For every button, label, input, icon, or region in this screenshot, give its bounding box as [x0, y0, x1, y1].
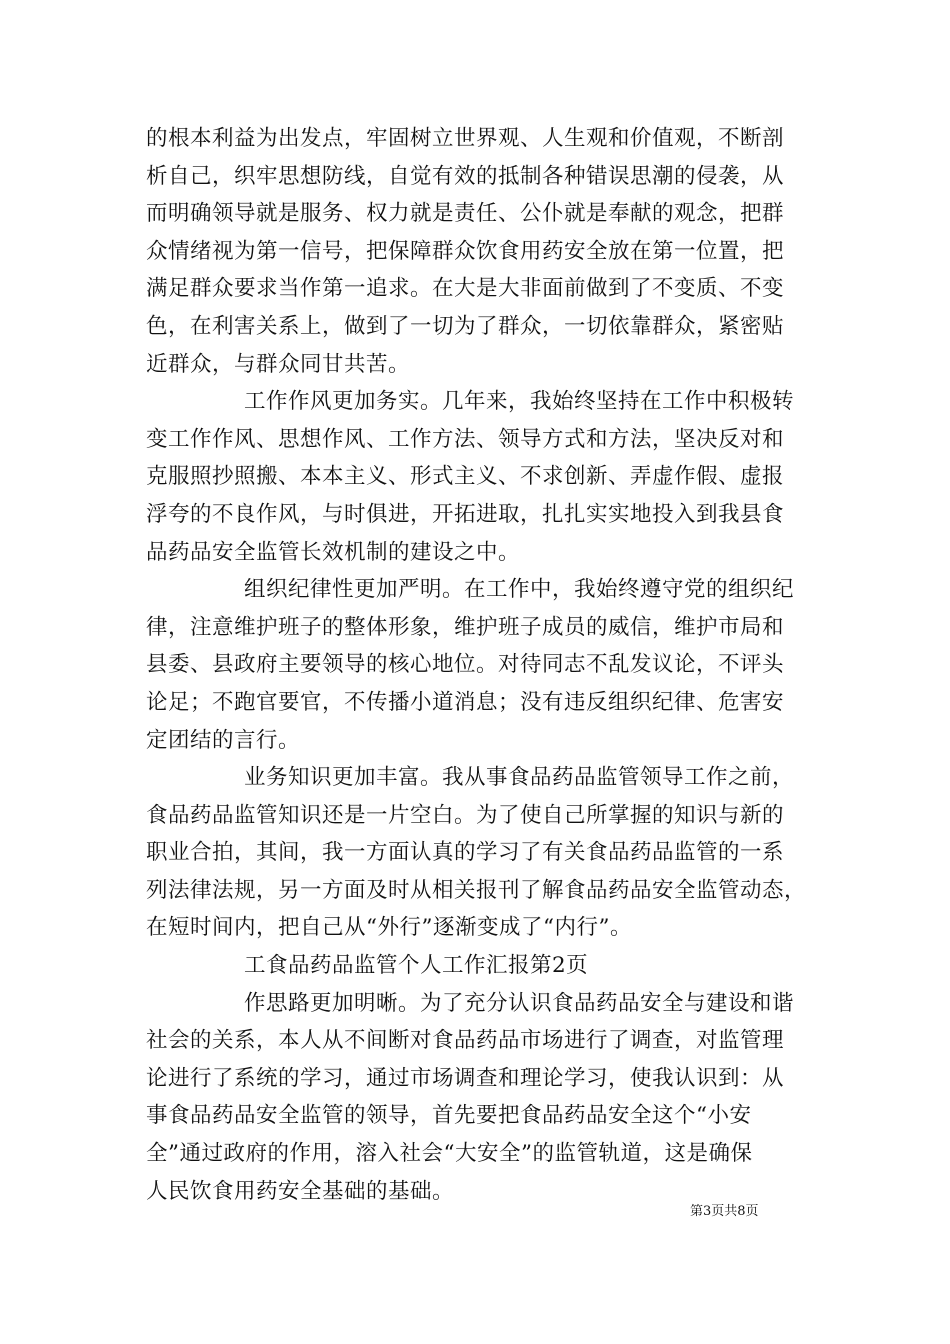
text-line: 论进行了系统的学习，通过市场调查和理论学习，使我认识到：从 — [146, 1065, 785, 1091]
text-line: 而明确领导就是服务、权力就是责任、公仆就是奉献的观念，把群 — [146, 201, 785, 227]
text-line: 的根本利益为出发点，牢固树立世界观、人生观和价值观，不断剖 — [146, 126, 785, 151]
text-line: 满足群众要求当作第一追求。在大是大非面前做到了不变质、不变 — [146, 276, 785, 302]
text-line: 定团结的言行。 — [146, 727, 301, 753]
text-line: 业务知识更加丰富。我从事食品药品监管领导工作之前， — [244, 765, 795, 791]
text-line: 克服照抄照搬、本本主义、形式主义、不求创新、弄虚作假、虚报 — [146, 464, 785, 490]
text-line: 色，在利害关系上，做到了一切为了群众，一切依靠群众，紧密贴 — [146, 313, 785, 339]
text-line: 列法律法规，另一方面及时从相关报刊了解食品药品安全监管动态， — [146, 877, 807, 903]
text-line: 工食品药品监管个人工作汇报第2页 — [244, 953, 589, 979]
text-line: 社会的关系，本人从不间断对食品药品市场进行了调查，对监管理 — [146, 1028, 785, 1054]
text-line: 品药品安全监管长效机制的建设之中。 — [146, 539, 521, 565]
text-line: 析自己，织牢思想防线，自觉有效的抵制各种错误思潮的侵袭，从 — [146, 163, 785, 189]
page-footer: 第3页共8页 — [690, 1204, 759, 1219]
text-line: 论足；不跑官要官，不传播小道消息；没有违反组织纪律、危害安 — [146, 689, 785, 715]
text-line: 律，注意维护班子的整体形象，维护班子成员的威信，维护市局和 — [146, 614, 785, 640]
text-line: 浮夸的不良作风，与时俱进，开拓进取，扎扎实实地投入到我县食 — [146, 501, 785, 527]
text-line: 事食品药品安全监管的领导，首先要把食品药品安全这个“小安 — [146, 1103, 752, 1129]
text-line: 变工作作风、思想作风、工作方法、领导方式和方法，坚决反对和 — [146, 426, 785, 452]
text-line: 众情绪视为第一信号，把保障群众饮食用药安全放在第一位置，把 — [146, 238, 785, 264]
text-line: 全”通过政府的作用，溶入社会“大安全”的监管轨道，这是确保 — [146, 1141, 753, 1167]
text-line: 人民饮食用药安全基础的基础。 — [146, 1178, 455, 1204]
text-line: 近群众，与群众同甘共苦。 — [146, 351, 411, 377]
document-body — [146, 120, 816, 1210]
text-line: 职业合拍，其间，我一方面认真的学习了有关食品药品监管的一系 — [146, 840, 785, 866]
text-line: 作思路更加明晰。为了充分认识食品药品安全与建设和谐 — [244, 990, 795, 1016]
text-line: 在短时间内，把自己从“外行”逐渐变成了“内行”。 — [146, 915, 632, 941]
text-line: 组织纪律性更加严明。在工作中，我始终遵守党的组织纪 — [244, 577, 795, 603]
text-line: 食品药品监管知识还是一片空白。为了使自己所掌握的知识与新的 — [146, 802, 785, 828]
text-line: 工作作风更加务实。几年来，我始终坚持在工作中积极转 — [244, 389, 795, 415]
text-line: 县委、县政府主要领导的核心地位。对待同志不乱发议论，不评头 — [146, 652, 785, 678]
